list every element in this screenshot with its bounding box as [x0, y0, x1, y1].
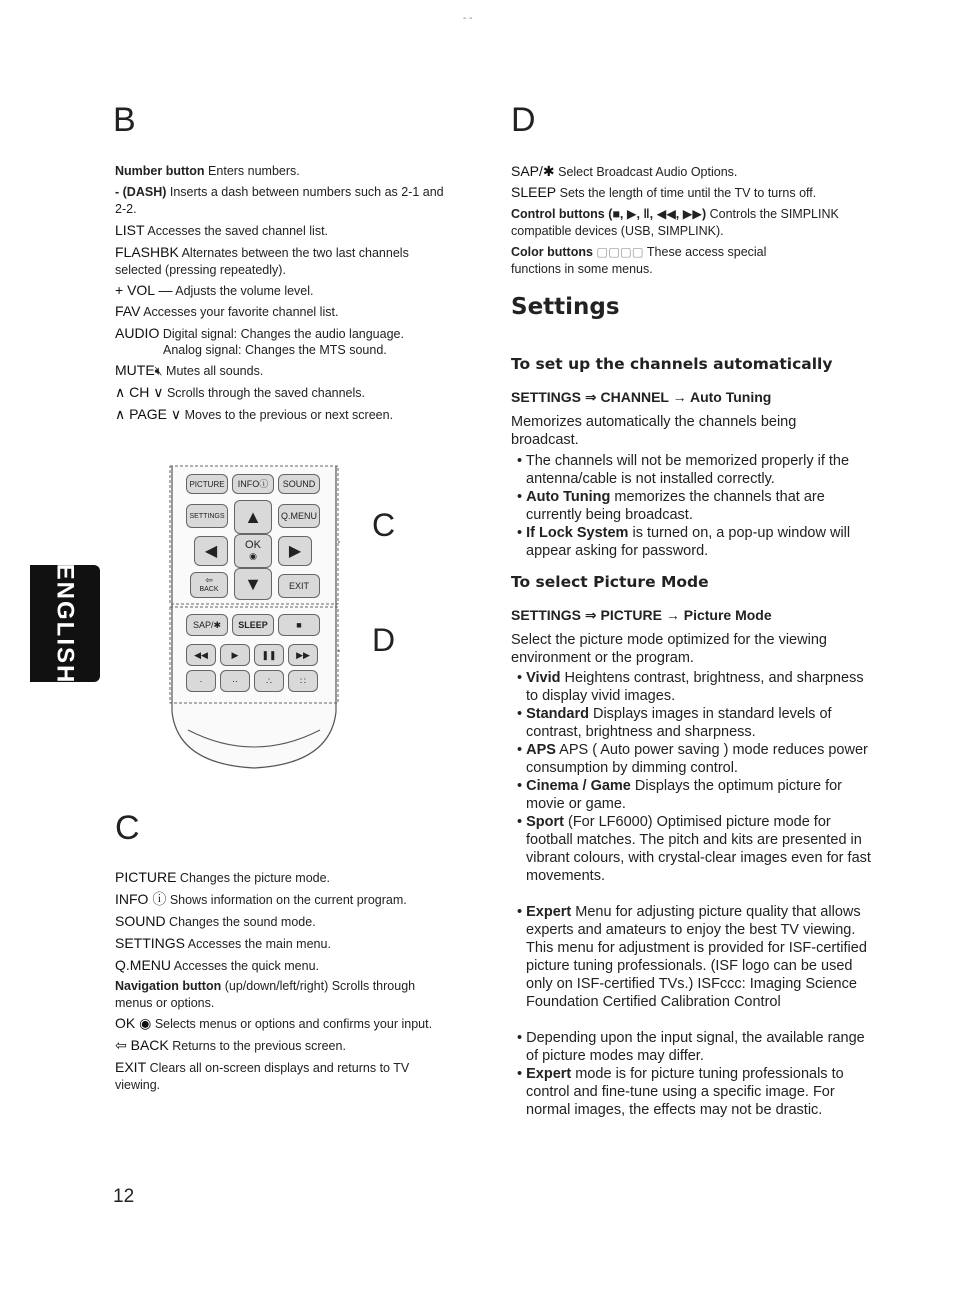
desc: Sets the length of time until the TV to turns off. — [556, 186, 817, 200]
picture-mode-bullet-expert: • Expert Menu for adjusting picture quality that allows experts and amateurs to enjoy the best TV viewing. This menu for adjustment is provided for ISF-certified picture tuning professionals. (ISF logo can be used only on ISF-certified TVs.) ISFccc: Imaging Science Foundation Certified Calibration Control — [517, 904, 867, 1010]
desc: Controls the SIMPLINK compatible devices (USB, SIMPLINK). — [511, 207, 839, 238]
b-item-vol — [115, 282, 445, 300]
term: PICTURE — [115, 869, 177, 885]
desc: Select Broadcast Audio Options. — [554, 165, 738, 179]
stop-icon: ■ — [296, 619, 302, 630]
color-button-2[interactable] — [220, 670, 250, 692]
term: ∧ CH ∨ — [115, 384, 164, 400]
b-item-mute — [115, 362, 445, 380]
arrow-left-icon: ◀ — [204, 542, 218, 560]
bullet-text: mode is for picture tuning professionals to control and fine-tune using a specific image. For normal images, the effects may not be drastic. — [526, 1066, 844, 1118]
desc: Moves to the previous or next screen. — [181, 408, 394, 422]
term: - (DASH) — [115, 185, 167, 199]
language-tab — [30, 565, 100, 682]
desc: Inserts a dash between numbers such as 2-1 and 2-2. — [115, 185, 444, 216]
settings-title: Settings — [511, 294, 620, 320]
forward-icon: ▶▶ — [296, 649, 310, 660]
bullet-text: is turned on, a pop-up window will appear asking for password. — [526, 525, 851, 559]
desc: These access special functions in some menus. — [511, 245, 767, 276]
picture-mode-path: SETTINGS ⇒ PICTURE → Picture Mode — [511, 607, 772, 623]
pause-icon: ❚❚ — [261, 649, 277, 660]
d-item-sleep — [511, 184, 851, 202]
term: FAV — [115, 303, 141, 319]
desc: Scrolls through the saved channels. — [163, 386, 366, 400]
picture-mode-intro: Select the picture mode optimized for the viewing environment or the program. — [511, 632, 827, 666]
picture-button[interactable]: PICTURE — [186, 474, 228, 494]
c-item-back — [115, 1037, 455, 1055]
term: AUDIO — [115, 325, 160, 341]
bullet-text: APS ( Auto power saving ) mode reduces power consumption by dimming control. — [526, 742, 868, 776]
term: + VOL — — [115, 282, 173, 298]
qmenu-button[interactable]: Q.MENU — [278, 504, 320, 528]
picture-mode-bullet-standard: • Standard Displays images in standard levels of contrast, brightness and sharpness. — [517, 706, 832, 740]
callout-d: D — [372, 622, 396, 658]
b-item-list — [115, 222, 445, 240]
desc: Clears all on-screen displays and returns to TV viewing. — [115, 1061, 410, 1092]
desc: (up/down/left/right) Scrolls through menus or options. — [115, 979, 416, 1010]
bullet-bold: If Lock System — [526, 525, 629, 541]
language-label: ENGLISH — [51, 563, 79, 684]
bullet-text: Depending upon the input signal, the available range of picture modes may differ. — [526, 1030, 865, 1064]
term: FLASHBK — [115, 244, 179, 260]
c-item-settings — [115, 935, 455, 953]
c-item-ok — [115, 1015, 455, 1033]
desc: Analog signal: Changes the MTS sound. — [163, 343, 387, 357]
three-dots-icon: ∴ — [266, 675, 272, 686]
term: OK ◉ — [115, 1015, 152, 1031]
bullet-text: Menu for adjusting picture quality that allows experts and amateurs to enjoy the best TV viewing. This menu for adjustment is provided for ISF-certified picture tuning professionals. (ISF logo can be used only on ISF-certified TVs.) ISFccc: Imaging Science Foundation Certified Calibration Control — [526, 904, 867, 1010]
bullet-bold: Standard — [526, 706, 589, 722]
desc: Accesses the quick menu. — [171, 959, 319, 973]
bullet-bold: Expert — [526, 1066, 572, 1082]
desc: Digital signal: Changes the audio language. — [159, 327, 404, 341]
header-marks: - - — [463, 13, 473, 24]
section-c-letter: C — [115, 809, 140, 847]
auto-tuning-bullet-1: • The channels will not be memorized properly if the antenna/cable is not installed correctly. — [517, 453, 850, 487]
ok-dot-icon: ◉ — [249, 551, 257, 561]
term: Navigation button — [115, 979, 222, 993]
term: ⇦ BACK — [115, 1037, 169, 1053]
c-item-navigation — [115, 978, 455, 1012]
c-item-picture — [115, 869, 455, 887]
pause-button[interactable] — [254, 644, 284, 666]
desc: Mutes all sounds. — [162, 364, 264, 378]
ok-label: OK — [245, 539, 261, 551]
sap-button[interactable]: SAP/✱ — [186, 614, 228, 636]
arrow-right-icon: ▶ — [288, 542, 302, 560]
term: SETTINGS — [115, 935, 186, 951]
exit-button[interactable]: EXIT — [278, 574, 320, 598]
color-button-4[interactable] — [288, 670, 318, 692]
auto-tuning-path: SETTINGS ⇒ CHANNEL → Auto Tuning — [511, 389, 772, 405]
picture-mode-bullet-cinema: • Cinema / Game Displays the optimum picture for movie or game. — [517, 778, 843, 812]
bullet-bold: Expert — [526, 904, 572, 920]
term: MUTE — [115, 362, 155, 378]
d-item-sap — [511, 163, 851, 181]
remote-illustration — [168, 464, 340, 774]
dot-icon: · — [199, 675, 203, 686]
desc: Accesses the main menu. — [185, 937, 331, 951]
desc: Alternates between the two last channels selected (pressing repeatedly). — [115, 246, 409, 277]
term: Color buttons — [511, 245, 593, 259]
d-item-color — [511, 244, 811, 278]
term: ∧ PAGE ∨ — [115, 406, 182, 422]
desc: Enters numbers. — [204, 164, 300, 178]
picture-mode-bullet-aps: • APS APS ( Auto power saving ) mode reduces power consumption by dimming control. — [517, 742, 868, 776]
rewind-button[interactable] — [186, 644, 216, 666]
nav-up-button[interactable] — [234, 500, 272, 534]
term: Control buttons (■, ▶, ‖, ◀◀, ▶▶) — [511, 207, 707, 221]
desc: Changes the sound mode. — [165, 915, 316, 929]
section-b-letter: B — [113, 101, 136, 139]
color-button-3[interactable] — [254, 670, 284, 692]
play-icon: ▶ — [231, 649, 239, 660]
desc: Selects menus or options and confirms your input. — [151, 1017, 433, 1031]
desc: Adjusts the volume level. — [172, 284, 314, 298]
term: Q.MENU — [115, 957, 171, 973]
term: EXIT — [115, 1059, 147, 1075]
bullet-text: (For LF6000) Optimised picture mode for football matches. The pitch and kits are presented in vibrant colours, with crystal-clear images even for fast movements. — [526, 814, 871, 884]
c-item-exit — [115, 1059, 425, 1094]
bullet-bold: Sport — [526, 814, 564, 830]
arrow-up-icon: ▲ — [244, 506, 262, 527]
auto-tuning-bullet-3: • If Lock System is turned on, a pop-up window will appear asking for password. — [517, 525, 851, 559]
b-item-fav — [115, 303, 445, 321]
c-item-info — [115, 891, 455, 909]
color-buttons-icon: ▢▢▢▢ — [592, 245, 644, 259]
dots-icon: ·· — [232, 675, 238, 686]
desc: Changes the picture mode. — [176, 871, 331, 885]
page-number: 12 — [113, 1186, 135, 1207]
bullet-text: Displays the optimum picture for movie or game. — [526, 778, 843, 812]
b-item-page — [115, 406, 445, 424]
term: LIST — [115, 222, 145, 238]
settings-button[interactable]: SETTINGS — [186, 504, 228, 528]
back-button[interactable] — [190, 572, 228, 598]
bullet-text: memorizes the channels that are currently being broadcast. — [526, 489, 825, 523]
picture-mode-bullet-range: • Depending upon the input signal, the available range of picture modes may differ. — [517, 1030, 865, 1064]
callout-c: C — [372, 507, 396, 543]
nav-right-button[interactable] — [278, 536, 312, 566]
mute-icon: 🔇︎ — [154, 364, 163, 378]
term: SLEEP — [511, 184, 557, 200]
picture-mode-bullet-sport: • Sport (For LF6000) Optimised picture mode for football matches. The pitch and kits are presented in vibrant colours, with crystal-clear images even for fast movements. — [517, 814, 871, 884]
bullet-text: Heightens contrast, brightness, and sharpness to display vivid images. — [526, 670, 864, 704]
nav-left-button[interactable] — [194, 536, 228, 566]
b-item-dash — [115, 184, 445, 218]
back-label: BACK — [199, 586, 219, 593]
ok-button[interactable] — [234, 534, 272, 568]
b-item-number — [115, 163, 445, 180]
term: SOUND — [115, 913, 166, 929]
desc: Shows information on the current program. — [166, 893, 407, 907]
bullet-bold: Vivid — [526, 670, 561, 686]
section-d-letter: D — [511, 101, 536, 139]
forward-button[interactable] — [288, 644, 318, 666]
b-item-ch — [115, 384, 445, 402]
picture-mode-bullet-expert-mode: • Expert mode is for picture tuning professionals to control and fine-tune using a specific image. For normal images, the effects may not be drastic. — [517, 1066, 844, 1118]
term: INFO ⓘ — [115, 891, 167, 907]
color-button-1[interactable] — [186, 670, 216, 692]
b-item-flashbk — [115, 244, 445, 279]
bullet-text: The channels will not be memorized properly if the antenna/cable is not installed correctly. — [525, 453, 850, 487]
picture-mode-heading: To select Picture Mode — [511, 573, 709, 591]
arrow-down-icon: ▼ — [244, 573, 262, 594]
sound-button[interactable]: SOUND — [278, 474, 320, 494]
bullet-bold: Cinema / Game — [526, 778, 631, 794]
auto-tuning-intro: Memorizes automatically the channels being broadcast. — [511, 414, 797, 448]
back-arrow-icon: ⇦ — [205, 575, 213, 585]
bullet-bold: Auto Tuning — [526, 489, 611, 505]
c-item-sound — [115, 913, 455, 931]
bullet-text: Displays images in standard levels of contrast, brightness and sharpness. — [526, 706, 832, 740]
bullet-bold: APS — [526, 742, 556, 758]
sleep-button[interactable]: SLEEP — [232, 614, 274, 636]
auto-tuning-bullet-2: • Auto Tuning memorizes the channels that are currently being broadcast. — [517, 489, 825, 523]
desc: Returns to the previous screen. — [168, 1039, 346, 1053]
nav-down-button[interactable] — [234, 568, 272, 600]
term: SAP/✱ — [511, 163, 555, 179]
d-item-control — [511, 206, 851, 240]
rewind-icon: ◀◀ — [194, 649, 208, 660]
four-dots-icon: ∷ — [300, 675, 306, 686]
info-button[interactable]: INFOⓘ — [232, 474, 274, 494]
picture-mode-bullet-vivid: • Vivid Heightens contrast, brightness, and sharpness to display vivid images. — [517, 670, 864, 704]
auto-tuning-heading: To set up the channels automatically — [511, 355, 833, 373]
term: Number button — [115, 164, 205, 178]
c-item-qmenu — [115, 957, 455, 975]
b-item-audio — [115, 325, 445, 343]
play-button[interactable] — [220, 644, 250, 666]
b-item-audio-analog — [163, 342, 463, 359]
stop-button[interactable] — [278, 614, 320, 636]
desc: Accesses your favorite channel list. — [140, 305, 339, 319]
desc: Accesses the saved channel list. — [144, 224, 329, 238]
